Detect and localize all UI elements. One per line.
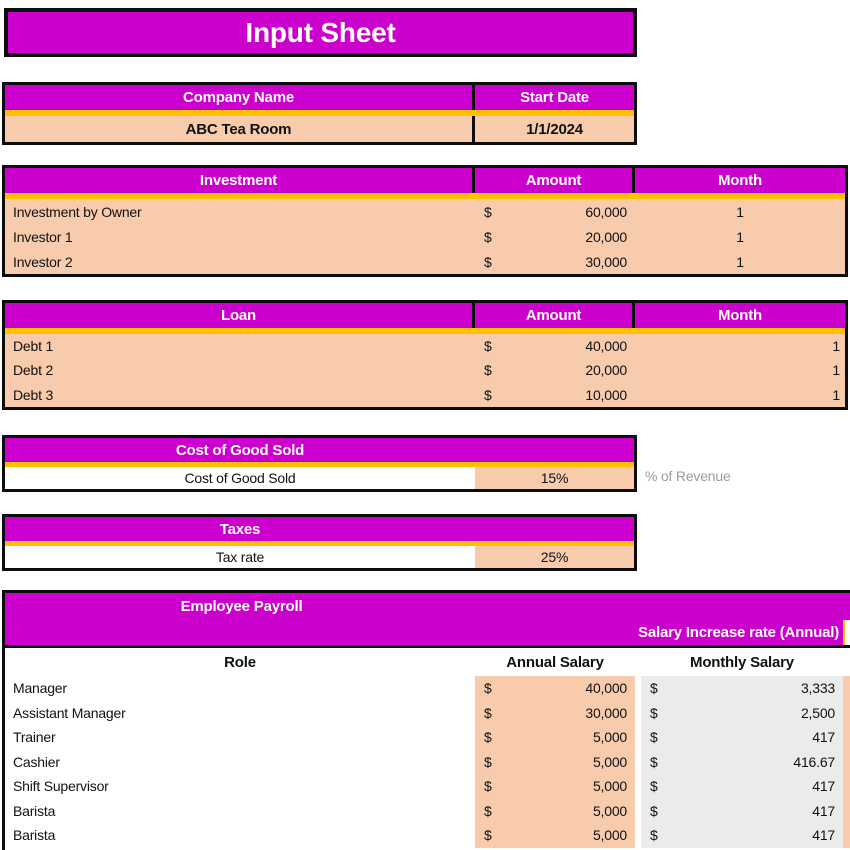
- clipped-column-sliver: [843, 823, 850, 848]
- clipped-column-sliver: [843, 750, 850, 775]
- currency-symbol: $: [650, 778, 658, 795]
- monthly-value: 3,333: [800, 680, 835, 697]
- start-date-cell[interactable]: 1/1/2024: [526, 120, 583, 138]
- monthly-salary-cell[interactable]: [641, 750, 843, 775]
- investment-amount-cell[interactable]: [475, 249, 635, 274]
- annual-salary-cell[interactable]: [475, 676, 635, 701]
- monthly-salary-cell[interactable]: [641, 725, 843, 750]
- investment-month-cell[interactable]: 1: [736, 228, 744, 245]
- currency-symbol: $: [484, 753, 492, 770]
- company-name-cell[interactable]: ABC Tea Room: [5, 116, 475, 142]
- amount-value: 60,000: [585, 203, 627, 220]
- column-gap: [843, 648, 850, 676]
- company-name-header: Company Name: [5, 85, 475, 110]
- role-column-header: Role: [224, 653, 256, 671]
- annual-value: 40,000: [585, 680, 627, 697]
- investment-row: [5, 249, 845, 274]
- currency-symbol: $: [484, 203, 492, 220]
- currency-symbol: $: [650, 827, 658, 844]
- role-cell[interactable]: Cashier: [13, 753, 60, 770]
- amount-value: 10,000: [585, 386, 627, 403]
- loan-month-cell[interactable]: 1: [832, 362, 840, 379]
- loan-month-header: Month: [718, 307, 762, 324]
- currency-symbol: $: [650, 753, 658, 770]
- currency-symbol: $: [650, 680, 658, 697]
- investment-header: Investment: [5, 168, 475, 193]
- investment-month-cell[interactable]: 1: [736, 253, 744, 270]
- annual-salary-cell[interactable]: [475, 823, 635, 848]
- loan-amount-cell[interactable]: [475, 383, 635, 407]
- salary-increase-label: Salary Increase rate (Annual): [638, 624, 839, 641]
- role-cell[interactable]: Barista: [13, 827, 56, 844]
- payroll-header: Employee Payroll: [180, 598, 303, 615]
- investment-month-cell[interactable]: 1: [736, 203, 744, 220]
- currency-symbol: $: [484, 228, 492, 245]
- currency-symbol: $: [484, 704, 492, 721]
- currency-symbol: $: [650, 729, 658, 746]
- clipped-column-sliver: [843, 799, 850, 824]
- amount-value: 40,000: [585, 338, 627, 355]
- monthly-salary-cell[interactable]: [641, 676, 843, 701]
- investment-label-cell[interactable]: Investor 1: [13, 228, 73, 245]
- loan-row: [5, 334, 845, 358]
- cogs-header: Cost of Good Sold: [175, 441, 305, 459]
- investment-month-header: Month: [718, 172, 762, 189]
- investment-row: [5, 199, 845, 224]
- start-date-header: Start Date: [520, 89, 589, 106]
- currency-symbol: $: [484, 386, 492, 403]
- monthly-value: 2,500: [800, 704, 835, 721]
- loan-month-cell[interactable]: 1: [832, 386, 840, 403]
- monthly-salary-cell[interactable]: [641, 774, 843, 799]
- monthly-value: 416.67: [793, 753, 835, 770]
- monthly-value: 417: [812, 729, 835, 746]
- monthly-value: 417: [812, 778, 835, 795]
- payroll-row: [5, 701, 850, 726]
- annual-salary-column-header: Annual Salary: [506, 653, 604, 671]
- currency-symbol: $: [484, 362, 492, 379]
- investment-label-cell[interactable]: Investment by Owner: [13, 203, 142, 220]
- tax-rate-label-cell[interactable]: Tax rate: [5, 546, 475, 568]
- monthly-value: 417: [812, 827, 835, 844]
- currency-symbol: $: [650, 802, 658, 819]
- currency-symbol: $: [484, 680, 492, 697]
- cogs-value-cell[interactable]: 15%: [475, 467, 634, 489]
- annual-salary-cell[interactable]: [475, 774, 635, 799]
- clipped-column-sliver: [843, 701, 850, 726]
- annual-salary-cell[interactable]: [475, 725, 635, 750]
- investment-table: [2, 165, 848, 277]
- investment-amount-cell[interactable]: [475, 199, 635, 224]
- annual-value: 5,000: [592, 802, 627, 819]
- investment-amount-header: Amount: [475, 168, 635, 193]
- currency-symbol: $: [650, 704, 658, 721]
- annual-salary-cell[interactable]: [475, 701, 635, 726]
- amount-value: 20,000: [585, 362, 627, 379]
- loan-header: Loan: [5, 303, 475, 328]
- currency-symbol: $: [484, 778, 492, 795]
- role-cell[interactable]: Assistant Manager: [13, 704, 126, 721]
- annual-value: 5,000: [592, 827, 627, 844]
- monthly-value: 417: [812, 802, 835, 819]
- monthly-salary-cell[interactable]: [641, 701, 843, 726]
- tax-rate-value-cell[interactable]: 25%: [475, 546, 634, 568]
- company-table: [2, 82, 637, 145]
- investment-amount-cell[interactable]: [475, 224, 635, 249]
- payroll-table: [2, 590, 850, 850]
- annual-salary-cell[interactable]: [475, 799, 635, 824]
- cogs-note: % of Revenue: [645, 467, 731, 484]
- annual-value: 30,000: [585, 704, 627, 721]
- monthly-salary-column-header: Monthly Salary: [690, 653, 794, 671]
- role-cell[interactable]: Manager: [13, 680, 67, 697]
- payroll-row: [5, 823, 850, 848]
- payroll-row: [5, 774, 850, 799]
- amount-value: 20,000: [585, 228, 627, 245]
- loan-amount-cell[interactable]: [475, 334, 635, 358]
- clipped-column-sliver: [843, 725, 850, 750]
- payroll-row: [5, 750, 850, 775]
- loan-table: [2, 300, 848, 410]
- currency-symbol: $: [484, 827, 492, 844]
- loan-row: [5, 358, 845, 382]
- loan-label-cell[interactable]: Debt 3: [13, 386, 54, 403]
- annual-salary-cell[interactable]: [475, 750, 635, 775]
- role-cell[interactable]: Barista: [13, 802, 56, 819]
- payroll-row: [5, 676, 850, 701]
- currency-symbol: $: [484, 338, 492, 355]
- investment-row: [5, 224, 845, 249]
- taxes-table: [2, 514, 637, 571]
- sheet-title-bar: [4, 8, 637, 57]
- clipped-column-sliver: [843, 676, 850, 701]
- currency-symbol: $: [484, 253, 492, 270]
- payroll-row: [5, 725, 850, 750]
- annual-value: 5,000: [592, 729, 627, 746]
- salary-increase-input-cell[interactable]: [843, 620, 850, 645]
- sheet-title: Input Sheet: [245, 16, 396, 48]
- loan-amount-cell[interactable]: [475, 358, 635, 382]
- cogs-label-cell[interactable]: Cost of Good Sold: [5, 467, 475, 489]
- loan-month-cell[interactable]: 1: [832, 338, 840, 355]
- amount-value: 30,000: [585, 253, 627, 270]
- payroll-row: [5, 799, 850, 824]
- annual-value: 5,000: [592, 778, 627, 795]
- loan-label-cell[interactable]: Debt 2: [13, 362, 54, 379]
- currency-symbol: $: [484, 802, 492, 819]
- clipped-column-sliver: [843, 774, 850, 799]
- annual-value: 5,000: [592, 753, 627, 770]
- taxes-header: Taxes: [219, 520, 261, 538]
- loan-amount-header: Amount: [475, 303, 635, 328]
- loan-row: [5, 383, 845, 407]
- cogs-table: [2, 435, 637, 492]
- investment-label-cell[interactable]: Investor 2: [13, 253, 73, 270]
- role-cell[interactable]: Shift Supervisor: [13, 778, 109, 795]
- monthly-salary-cell[interactable]: [641, 799, 843, 824]
- role-cell[interactable]: Trainer: [13, 729, 56, 746]
- monthly-salary-cell[interactable]: [641, 823, 843, 848]
- currency-symbol: $: [484, 729, 492, 746]
- loan-label-cell[interactable]: Debt 1: [13, 338, 54, 355]
